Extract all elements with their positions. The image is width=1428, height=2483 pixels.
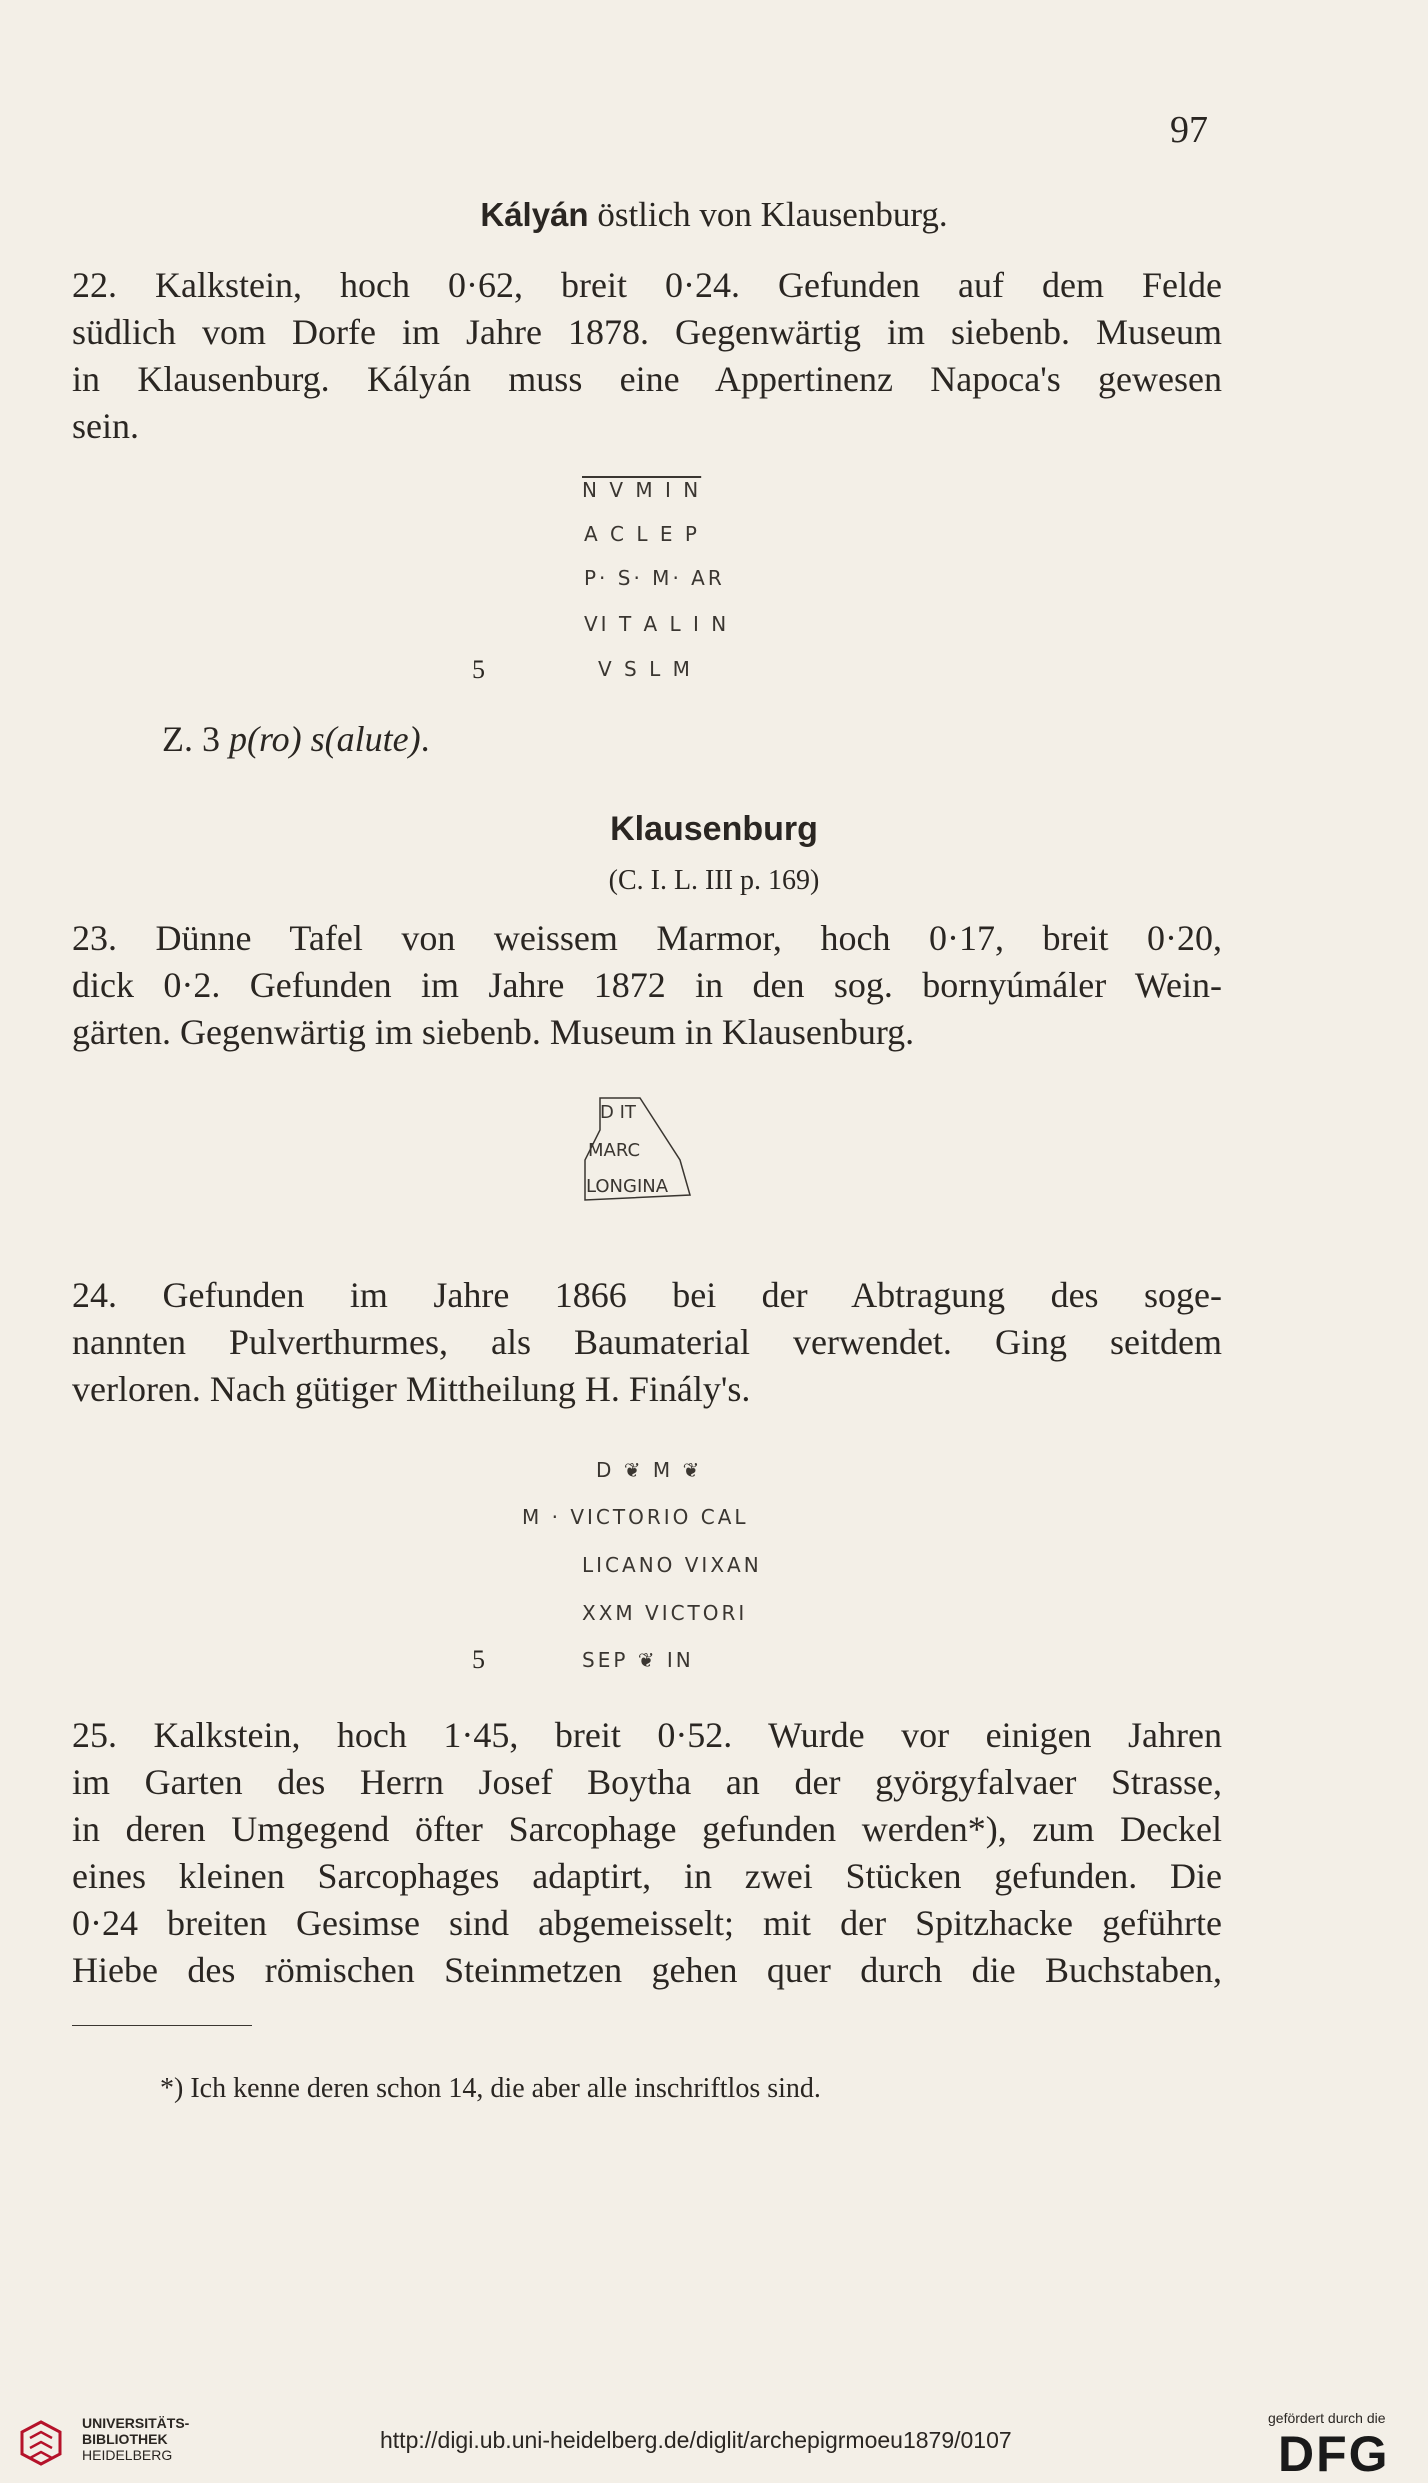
- entry-22-text: [72, 262, 1222, 450]
- text-line: dick 0·2. Gefunden im Jahre 1872 in den sog. bornyúmáler Wein-: [72, 965, 1222, 1005]
- section-heading-bold: Kályán: [480, 196, 589, 233]
- text-line: südlich vom Dorfe im Jahre 1878. Gegenwärtig im siebenb. Museum: [72, 312, 1222, 352]
- text-line: nannten Pulverthurmes, als Baumaterial verwendet. Ging seitdem: [72, 1322, 1222, 1362]
- text-line: Hiebe des römischen Steinmetzen gehen quer durch die Buchstaben,: [72, 1950, 1222, 1990]
- text-line: in deren Umgegend öfter Sarcophage gefunden werden*), zum Deckel: [72, 1809, 1222, 1849]
- inscription-line: V S L M: [598, 657, 693, 681]
- library-line: HEIDELBERG: [82, 2447, 173, 2463]
- university-library-name: [82, 2415, 189, 2463]
- text-line: 0·24 breiten Gesimse sind abgemeisselt; mit der Spitzhacke geführte: [72, 1903, 1222, 1943]
- library-line: BIBLIOTHEK: [82, 2431, 168, 2447]
- university-library-logo-icon: [16, 2418, 66, 2468]
- section-reference: (C. I. L. III p. 169): [608, 865, 820, 896]
- inscription-line: M · VICTORIO CAL: [522, 1505, 749, 1529]
- text-line: sein.: [72, 406, 139, 446]
- inscription-line: P· S· M· AR: [584, 566, 725, 590]
- text-line: verloren. Nach gütiger Mittheilung H. Finály's.: [72, 1369, 751, 1409]
- text-line: in Klausenburg. Kályán muss eine Appertinenz Napoca's gewesen: [72, 359, 1222, 399]
- text-line: im Garten des Herrn Josef Boytha an der györgyfalvaer Strasse,: [72, 1762, 1222, 1802]
- inscription-line: A C L E P: [584, 522, 700, 546]
- library-line: UNIVERSITÄTS-: [82, 2415, 190, 2431]
- text-line: 25. Kalkstein, hoch 1·45, breit 0·52. Wurde vor einigen Jahren: [72, 1715, 1222, 1755]
- fragment-line: LONGINA: [586, 1176, 669, 1197]
- text-line: 22. Kalkstein, hoch 0·62, breit 0·24. Gefunden auf dem Felde: [72, 265, 1222, 305]
- note-italic: p(ro) s(alute): [229, 719, 421, 759]
- source-url-link[interactable]: http://digi.ub.uni-heidelberg.de/diglit/archepigrmoeu1879/0107: [380, 2427, 1012, 2453]
- text-line: eines kleinen Sarcophages adaptirt, in zwei Stücken gefunden. Die: [72, 1856, 1222, 1896]
- inscription-line: XXM VICTORI: [582, 1601, 748, 1625]
- footnote: *) Ich kenne deren schon 14, die aber alle inschriftlos sind.: [160, 2073, 821, 2104]
- note-prefix: Z. 3: [162, 719, 229, 759]
- section-heading-klausenburg: Klausenburg: [610, 810, 818, 848]
- funded-by-label: gefördert durch die: [1268, 2410, 1386, 2426]
- entry-25-text: [72, 1712, 1222, 1994]
- text-line: 23. Dünne Tafel von weissem Marmor, hoch 0·17, breit 0·20,: [72, 918, 1222, 958]
- inscription-line: SEP ❦ IN: [582, 1648, 694, 1672]
- fragment-line: MARC: [588, 1140, 641, 1161]
- text-line: gärten. Gegenwärtig im siebenb. Museum in Klausenburg.: [72, 1012, 915, 1052]
- section-heading-rest: östlich von Klausenburg.: [588, 195, 948, 234]
- inscription-line: LICANO VIXAN: [582, 1553, 762, 1577]
- page-number: 97: [1170, 109, 1208, 151]
- footnote-divider: [72, 2025, 252, 2026]
- fragment-line: D IT: [600, 1102, 636, 1123]
- inscription-line: VI T A L I N: [584, 612, 730, 636]
- note-suffix: .: [420, 719, 430, 759]
- dfg-logo: DFG: [1278, 2426, 1390, 2482]
- section-heading-kalyan: [0, 195, 1428, 235]
- inscription-line: D ❦ M ❦: [596, 1458, 703, 1482]
- inscription-line-number: 5: [472, 1645, 485, 1674]
- entry-22-note: [162, 718, 430, 760]
- inscription-line: N V M I N: [582, 478, 702, 502]
- entry-24-text: [72, 1272, 1222, 1413]
- entry-23-text: [72, 915, 1222, 1056]
- inscription-line-number: 5: [472, 655, 485, 684]
- inscription-fragment-23: [580, 1090, 730, 1220]
- text-line: 24. Gefunden im Jahre 1866 bei der Abtragung des soge-: [72, 1275, 1222, 1315]
